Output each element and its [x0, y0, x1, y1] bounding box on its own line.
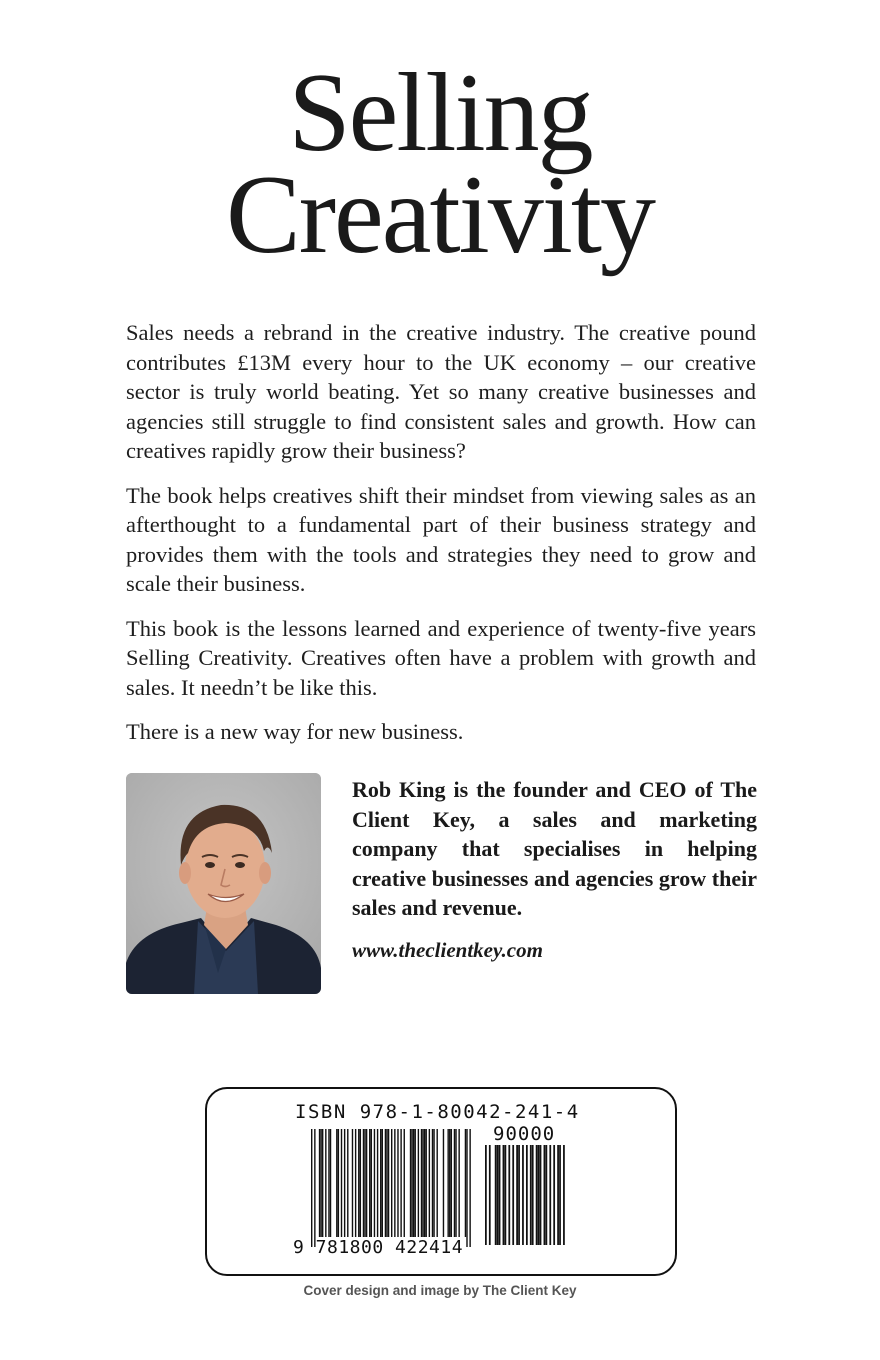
barcode-bar — [328, 1129, 329, 1237]
barcode-bar — [532, 1145, 534, 1245]
barcode-bar — [559, 1145, 561, 1245]
blurb-paragraph-2: The book helps creatives shift their mindset from viewing sales as an afterthought to a fundamental part of their business strategy and provides them with the tools and strategies they need to grow and scale their business. — [126, 482, 756, 596]
back-cover-blurb — [126, 318, 756, 762]
barcode-bar — [404, 1129, 405, 1237]
barcode-bar — [400, 1129, 401, 1237]
barcode-bar — [377, 1129, 378, 1237]
barcode-bar — [380, 1129, 381, 1237]
barcode-bar — [538, 1145, 540, 1245]
barcode-bar — [449, 1129, 450, 1237]
barcode-bar — [410, 1129, 411, 1237]
barcode-bar — [540, 1145, 542, 1245]
barcode-addon-number: 90000 — [493, 1123, 556, 1145]
barcode-bar — [451, 1129, 452, 1237]
blurb-paragraph-1: Sales needs a rebrand in the creative industry. The creative pound contributes £13M every hour to the UK economy – our creative sector is truly world beating. Yet so many creative businesses and agencies still struggle to find consistent sales and growth. How can creatives rapidly grow their business? — [126, 320, 756, 463]
barcode-bar — [489, 1145, 491, 1245]
barcode-bar — [530, 1145, 532, 1245]
author-photo — [126, 773, 321, 994]
barcode-bar — [516, 1145, 518, 1245]
barcode-bar — [358, 1129, 359, 1237]
blurb-paragraph-3: This book is the lessons learned and experience of twenty-five years Selling Creativity. Creatives often have a problem with growth and sales. It needn’t be like this. — [126, 615, 756, 700]
barcode-bar — [526, 1145, 528, 1245]
barcode-bar — [415, 1129, 416, 1237]
barcode-bar — [347, 1129, 348, 1237]
barcode-bar — [336, 1129, 337, 1237]
barcode-bar — [388, 1129, 389, 1237]
barcode-bar — [469, 1129, 470, 1247]
barcode-bar — [418, 1129, 419, 1237]
barcode-bar — [447, 1129, 448, 1237]
barcode-bar — [563, 1145, 565, 1245]
barcode-bar — [320, 1129, 321, 1237]
barcode-bar — [553, 1145, 555, 1245]
author-bio: Rob King is the founder and CEO of The Client Key, a sales and marketing company that specialises in helping creative businesses and agencies grow their sales and revenue. — [352, 777, 757, 920]
barcode-bar — [454, 1129, 455, 1237]
barcode-bar — [433, 1129, 434, 1237]
barcode-bar — [512, 1145, 514, 1245]
barcode-bar — [394, 1129, 395, 1237]
barcode-bar — [443, 1129, 444, 1237]
barcode-bar — [422, 1129, 423, 1237]
barcode-bar — [322, 1129, 323, 1237]
barcode-bar — [458, 1129, 459, 1237]
barcode-bar — [325, 1129, 326, 1237]
barcode-bar — [432, 1129, 433, 1237]
author-website-link[interactable]: www.theclientkey.com — [352, 938, 543, 962]
barcode-bar — [371, 1129, 372, 1237]
barcode-bar — [505, 1145, 507, 1245]
barcode-bar — [429, 1129, 430, 1237]
barcode-bar — [366, 1129, 367, 1237]
barcode-bar — [497, 1145, 499, 1245]
barcode-bar — [413, 1129, 414, 1237]
barcode-bar — [495, 1145, 497, 1245]
barcode-bar — [499, 1145, 501, 1245]
barcode-bar — [544, 1145, 546, 1245]
barcode-bar — [344, 1129, 345, 1237]
barcode-bar — [411, 1129, 412, 1237]
barcode-bar — [426, 1129, 427, 1237]
barcode-bar — [386, 1129, 387, 1237]
barcode-bar — [391, 1129, 392, 1237]
barcode-bar — [557, 1145, 559, 1245]
barcode-bar — [338, 1129, 339, 1237]
barcode-bar — [466, 1129, 467, 1247]
barcode-bar — [355, 1129, 356, 1237]
barcode-bar — [360, 1129, 361, 1237]
barcode-bar — [374, 1129, 375, 1237]
barcode-bar — [436, 1129, 437, 1237]
barcode-bar — [319, 1129, 320, 1237]
book-title-line-2: Creativity — [226, 153, 654, 277]
barcode-bar — [385, 1129, 386, 1237]
barcode-bar — [536, 1145, 538, 1245]
barcode-bar — [369, 1129, 370, 1237]
isbn-barcode — [205, 1087, 677, 1276]
barcode-bar — [397, 1129, 398, 1237]
barcode-bar — [522, 1145, 524, 1245]
barcode-bar — [549, 1145, 551, 1245]
barcode-bar — [424, 1129, 425, 1237]
barcode-bar — [485, 1145, 487, 1245]
book-title-line-1: Selling — [288, 51, 592, 175]
barcode-bar — [364, 1129, 365, 1237]
barcode-bar — [508, 1145, 510, 1245]
barcode-bar — [518, 1145, 520, 1245]
barcode-bar — [330, 1129, 331, 1237]
barcode-bar — [314, 1129, 315, 1247]
barcode-bar — [363, 1129, 364, 1237]
barcode-bar — [421, 1129, 422, 1237]
barcode-bar — [352, 1129, 353, 1237]
barcode-bar — [545, 1145, 547, 1245]
barcode-bar — [465, 1129, 466, 1237]
barcode-bar — [341, 1129, 342, 1237]
blurb-paragraph-4: There is a new way for new business. — [126, 719, 464, 744]
barcode-bar — [311, 1129, 312, 1247]
barcode-bar — [503, 1145, 505, 1245]
isbn-label: ISBN 978-1-80042-241-4 — [295, 1101, 580, 1123]
cover-credit: Cover design and image by The Client Key — [303, 1283, 577, 1298]
barcode-bar — [382, 1129, 383, 1237]
ean-digits: 9 781800 422414 — [293, 1237, 464, 1258]
barcode-bar — [455, 1129, 456, 1237]
